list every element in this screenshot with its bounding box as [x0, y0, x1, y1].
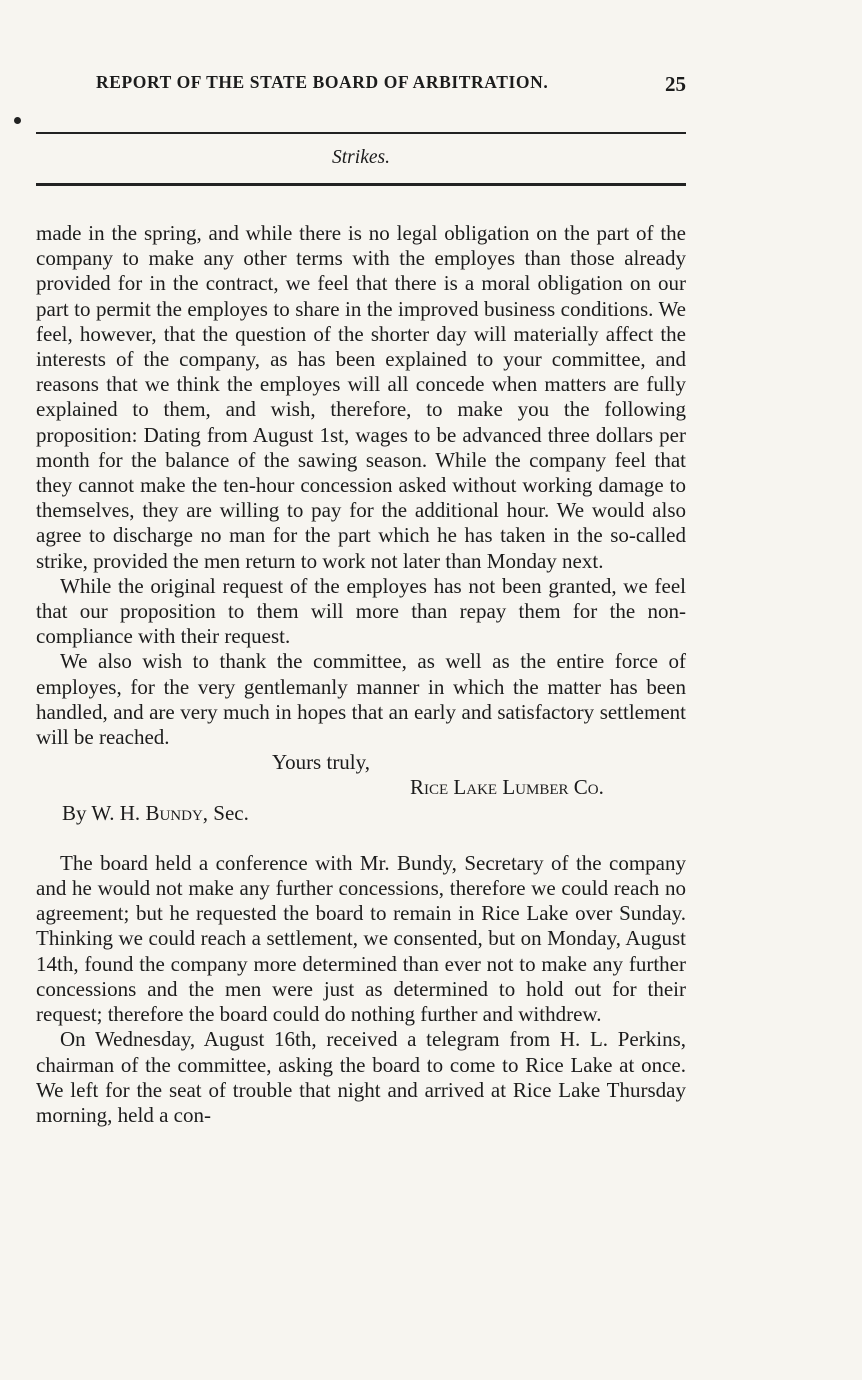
narrative-paragraph: The board held a conference with Mr. Bundy, Secretary of the company and he would not make any further concessions, therefore we could reach no agreement; but he requested the board to remain in Rice Lake over Sunday. Thinking we could reach a settlement, we consented, but on Monday, August 14th, found the company more determined than ever not to make any further concessions and the men were just as determined to hold out for their request; therefore the board could do nothing further and withdrew. — [36, 850, 686, 1027]
letter-paragraph: made in the spring, and while there is no legal obligation on the part of the company to make any other terms with the employes than those already provided for in the contract, we feel that there is a moral obligation on our part to permit the employes to share in the improved business conditions. We feel, however, that the question of the shorter day will materially affect the interests of the company, as has been explained to your committee, and reasons that we think the employes will all concede when matters are fully explained to them, and wish, therefore, to make you the following proposition: Dating from August 1st, wages to be advanced three dollars per month for the balance of the sawing season. While the company feel that they cannot make the ten-hour concession asked without working damage to themselves, they are willing to pay for the additional hour. We would also agree to discharge no man for the part which he has taken in the so-called strike, provided the men return to work not later than Monday next. — [36, 221, 686, 573]
running-header-title: REPORT OF THE STATE BOARD OF ARBITRATION. — [96, 72, 549, 92]
signature-prefix: By W. H. — [62, 800, 141, 825]
letter-paragraph: We also wish to thank the committee, as well as the entire force of employes, for the very gentlemanly manner in which the matter has been handled, and are very much in hopes that an early and satisfactory settlement will be reached. — [36, 649, 686, 750]
narrative-paragraph: On Wednesday, August 16th, received a telegram from H. L. Perkins, chairman of the committee, asking the board to come to Rice Lake at once. We left for the seat of trouble that night and arrived at Rice Lake Thursday morning, held a con- — [36, 1027, 686, 1127]
letter-company-name: Rice Lake Lumber Co. — [410, 775, 604, 800]
signature-suffix: , Sec. — [202, 800, 249, 825]
section-title: Strikes. — [332, 147, 390, 168]
letter-closing: Yours truly, — [272, 750, 371, 775]
paragraph-spacer — [36, 826, 686, 851]
margin-ink-dot — [14, 117, 21, 124]
page-number: 25 — [665, 72, 686, 96]
signature-name: Bundy — [145, 800, 203, 825]
page-body — [36, 221, 686, 1128]
header-rule-top — [36, 132, 686, 134]
letter-signature — [36, 801, 686, 826]
letter-paragraph: While the original request of the employes has not been granted, we feel that our proposition to them will more than repay them for the non-compliance with their request. — [36, 573, 686, 649]
header-rule-bottom — [36, 183, 686, 186]
running-header — [36, 72, 686, 102]
